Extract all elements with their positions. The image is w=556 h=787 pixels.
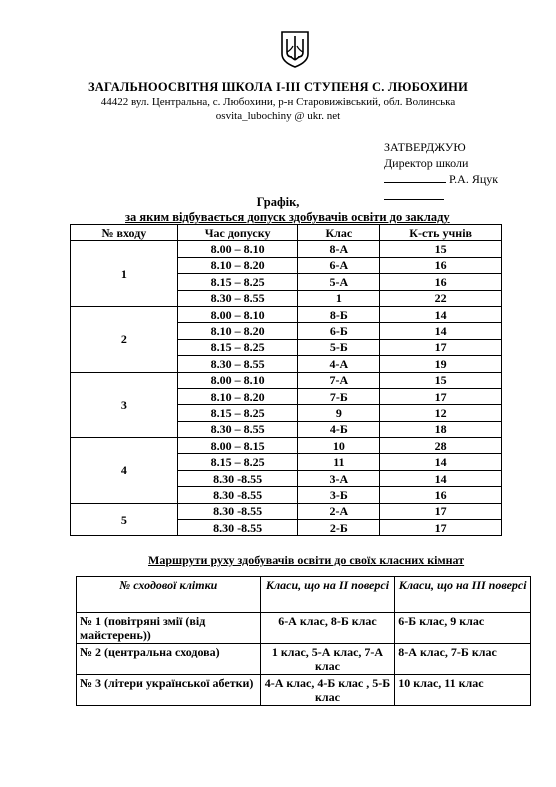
schedule-table-body	[71, 241, 502, 536]
student-count-cell: 18	[380, 421, 502, 437]
student-count-cell: 19	[380, 356, 502, 372]
approve-label: ЗАТВЕРДЖУЮ	[384, 140, 466, 154]
entrance-number-cell: 3	[71, 372, 178, 438]
time-cell: 8.15 – 8.25	[177, 454, 298, 470]
entrance-number-cell: 4	[71, 438, 178, 504]
student-count-cell: 16	[380, 257, 502, 273]
director-signature-row	[384, 171, 498, 187]
coat-of-arms-icon	[280, 30, 310, 68]
schedule-table	[70, 224, 502, 536]
time-cell: 8.30 – 8.55	[177, 290, 298, 306]
column-header: К-сть учнів	[380, 225, 502, 241]
table-row	[71, 241, 502, 257]
class-cell: 5-А	[298, 274, 380, 290]
column-header: Класи, що на ІІІ поверсі	[395, 577, 531, 613]
student-count-cell: 16	[380, 487, 502, 503]
table-row	[71, 372, 502, 388]
floor2-classes-cell: 6-А клас, 8-Б клас	[260, 613, 395, 644]
class-cell: 6-А	[298, 257, 380, 273]
schedule-title: Графік,	[256, 195, 300, 209]
table-header-row	[71, 225, 502, 241]
student-count-cell: 14	[380, 306, 502, 322]
student-count-cell: 16	[380, 274, 502, 290]
signature-line	[384, 171, 446, 183]
time-cell: 8.10 – 8.20	[177, 388, 298, 404]
class-cell: 1	[298, 290, 380, 306]
class-cell: 4-Б	[298, 421, 380, 437]
student-count-cell: 17	[380, 520, 502, 536]
class-cell: 3-А	[298, 470, 380, 486]
director-name: Р.А. Яцук	[449, 172, 499, 186]
student-count-cell: 28	[380, 438, 502, 454]
student-count-cell: 14	[380, 470, 502, 486]
table-row	[77, 675, 531, 706]
school-name: ЗАГАЛЬНООСВІТНЯ ШКОЛА І-ІІІ СТУПЕНЯ С. ЛЮБОХИНИ	[87, 80, 469, 94]
time-cell: 8.30 -8.55	[177, 487, 298, 503]
student-count-cell: 15	[380, 241, 502, 257]
student-count-cell: 17	[380, 339, 502, 355]
director-position: Директор школи	[384, 156, 469, 170]
approval-block	[384, 139, 498, 200]
time-cell: 8.30 -8.55	[177, 503, 298, 519]
floor3-classes-cell: 6-Б клас, 9 клас	[395, 613, 531, 644]
student-count-cell: 12	[380, 405, 502, 421]
table-header-row	[77, 577, 531, 613]
staircase-cell: № 3 (літери української абетки)	[77, 675, 261, 706]
student-count-cell: 17	[380, 503, 502, 519]
time-cell: 8.15 – 8.25	[177, 339, 298, 355]
class-cell: 4-А	[298, 356, 380, 372]
class-cell: 10	[298, 438, 380, 454]
class-cell: 8-А	[298, 241, 380, 257]
class-cell: 6-Б	[298, 323, 380, 339]
entrance-number-cell: 1	[71, 241, 178, 307]
school-address-block	[0, 95, 556, 123]
student-count-cell: 22	[380, 290, 502, 306]
column-header: № входу	[71, 225, 178, 241]
staircase-cell: № 1 (повітряні змії (від майстерень))	[77, 613, 261, 644]
schedule-subtitle: за яким відбувається допуск здобувачів освіти до закладу	[125, 210, 450, 224]
column-header: Класи, що на ІІ поверсі	[260, 577, 395, 613]
floor3-classes-cell: 8-А клас, 7-Б клас	[395, 644, 531, 675]
column-header: Клас	[298, 225, 380, 241]
time-cell: 8.00 – 8.15	[177, 438, 298, 454]
time-cell: 8.15 – 8.25	[177, 274, 298, 290]
entrance-number-cell: 5	[71, 503, 178, 536]
student-count-cell: 14	[380, 454, 502, 470]
time-cell: 8.00 – 8.10	[177, 372, 298, 388]
student-count-cell: 17	[380, 388, 502, 404]
time-cell: 8.30 -8.55	[177, 520, 298, 536]
column-header: № сходової клітки	[77, 577, 261, 613]
floor2-classes-cell: 4-А клас, 4-Б клас , 5-Б клас	[260, 675, 395, 706]
time-cell: 8.15 – 8.25	[177, 405, 298, 421]
table-row	[71, 503, 502, 519]
class-cell: 7-Б	[298, 388, 380, 404]
class-cell: 9	[298, 405, 380, 421]
floor3-classes-cell: 10 клас, 11 клас	[395, 675, 531, 706]
table-row	[77, 613, 531, 644]
school-address: 44422 вул. Центральна, с. Любохини, р-н Старовижівський, обл. Волинська	[100, 96, 456, 108]
class-cell: 7-А	[298, 372, 380, 388]
routes-table	[76, 576, 531, 706]
class-cell: 2-А	[298, 503, 380, 519]
time-cell: 8.30 -8.55	[177, 470, 298, 486]
time-cell: 8.30 – 8.55	[177, 356, 298, 372]
table-row	[71, 438, 502, 454]
student-count-cell: 15	[380, 372, 502, 388]
school-email: osvita_lubochiny @ ukr. net	[215, 110, 341, 122]
time-cell: 8.00 – 8.10	[177, 241, 298, 257]
class-cell: 8-Б	[298, 306, 380, 322]
time-cell: 8.10 – 8.20	[177, 323, 298, 339]
column-header: Час допуску	[177, 225, 298, 241]
class-cell: 11	[298, 454, 380, 470]
time-cell: 8.30 – 8.55	[177, 421, 298, 437]
table-row	[71, 306, 502, 322]
floor2-classes-cell: 1 клас, 5-А клас, 7-А клас	[260, 644, 395, 675]
class-cell: 2-Б	[298, 520, 380, 536]
time-cell: 8.00 – 8.10	[177, 306, 298, 322]
class-cell: 5-Б	[298, 339, 380, 355]
routes-title: Маршрути руху здобувачів освіти до своїх класних кімнат	[148, 553, 465, 567]
time-cell: 8.10 – 8.20	[177, 257, 298, 273]
class-cell: 3-Б	[298, 487, 380, 503]
student-count-cell: 14	[380, 323, 502, 339]
staircase-cell: № 2 (центральна сходова)	[77, 644, 261, 675]
table-row	[77, 644, 531, 675]
entrance-number-cell: 2	[71, 306, 178, 372]
